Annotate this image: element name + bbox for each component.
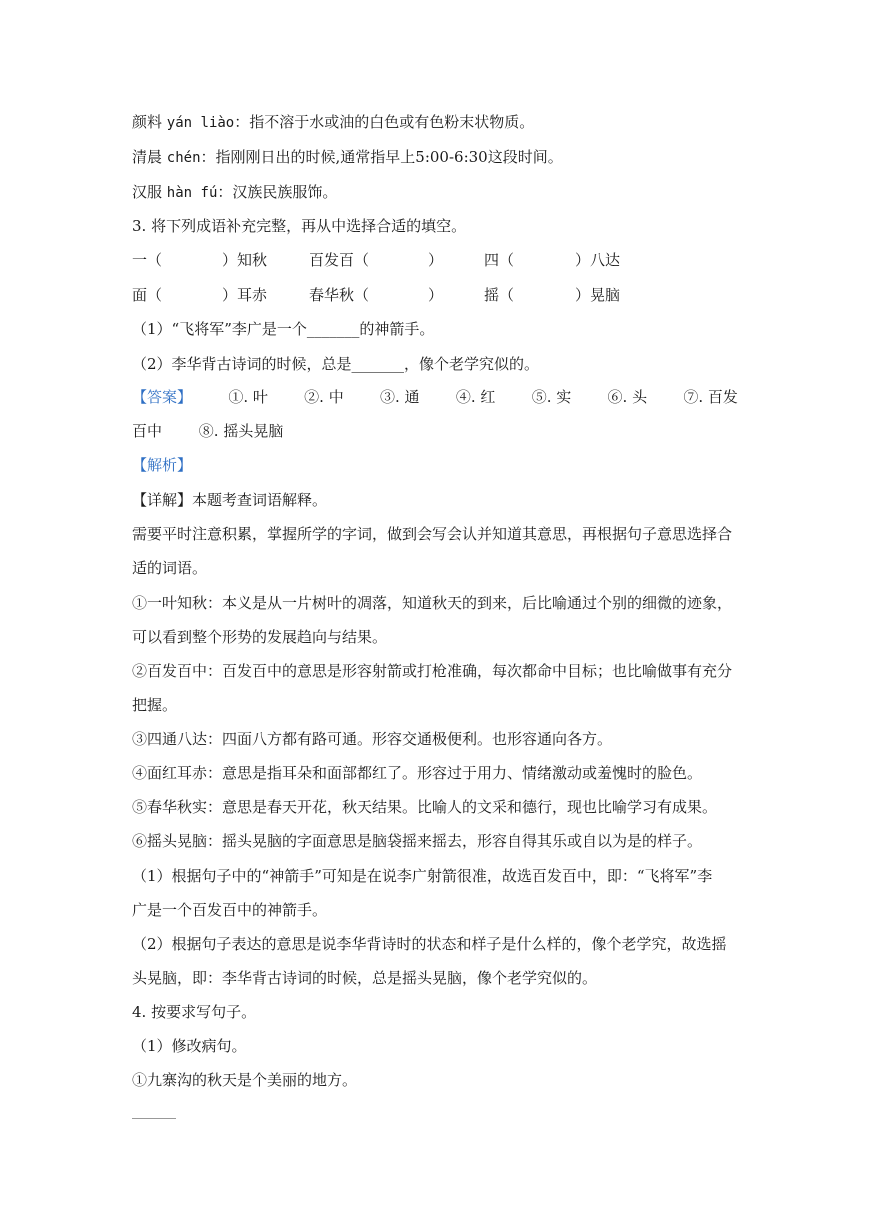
pinyin: chén [166,150,201,166]
question-4-title: 4. 按要求写句子。 [132,1003,257,1021]
analysis-line: 【详解】本题考查词语解释。 [132,491,328,509]
answer-label: 【答案】 [132,388,193,406]
idiom-part: 摇（ [484,286,515,304]
idiom-part: ）知秋 [222,251,268,269]
glossary-yanliao [132,111,534,132]
footer-divider [132,1118,176,1119]
analysis-line: ⑤春华秋实：意思是春天开花，秋天结果。比喻人的文采和德行，现也比喻学习有成果。 [132,798,718,816]
question-3-sub-2: （2）李华背古诗词的时候，总是_______，像个老学究似的。 [132,355,540,373]
idiom-part: ） [428,286,444,304]
question-4-item-1: ①九寨沟的秋天是个美丽的地方。 [132,1071,358,1089]
idiom-part: 百发百（ [309,251,370,269]
idiom-part: 四（ [484,251,515,269]
glossary-hanfu [132,181,337,202]
glossary-qingchen [132,146,563,167]
idiom-part: 一（ [132,251,163,269]
answer-item: ④. 红 [455,388,496,406]
definition: ：指不溶于水或油的白色或有色粉末状物质。 [234,113,535,131]
question-3-sub-1: （1）“飞将军”李广是一个_______的神箭手。 [132,320,435,338]
term: 汉服 [132,183,163,201]
question-3-title: 3. 将下列成语补充完整，再从中选择合适的填空。 [132,217,467,235]
analysis-line: ②百发百中：百发百中的意思是形容射箭或打枪准确，每次都命中目标；也比喻做事有充分 [132,662,733,680]
analysis-label: 【解析】 [132,456,193,474]
analysis-line: ④面红耳赤：意思是指耳朵和面部都红了。形容过于用力、情绪激动或羞愧时的脸色。 [132,764,703,782]
answer-item: ⑦. 百发 [683,388,738,406]
answer-row-2 [132,420,283,441]
answer-item: ③. 通 [380,388,420,406]
analysis-line: 头晃脑，即：李华背古诗词的时候，总是摇头晃脑，像个老学究似的。 [132,969,598,987]
question-4-sub-1: （1）修改病句。 [132,1037,247,1055]
definition: ：指刚刚日出的时候,通常指早上5:00-6:30这段时间。 [200,148,563,166]
definition: ：汉族民族服饰。 [217,183,338,201]
answer-item: ⑥. 头 [607,388,648,406]
answer-item: ②. 中 [304,388,344,406]
answer-item: ①. 叶 [228,388,268,406]
analysis-line: 把握。 [132,696,178,714]
analysis-line: ①一叶知秋：本义是从一片树叶的凋落，知道秋天的到来，后比喻通过个别的细微的迹象， [132,594,733,612]
analysis-line: ⑥摇头晃脑：摇头晃脑的字面意思是脑袋摇来摇去，形容自得其乐或自以为是的样子。 [132,832,703,850]
answer-item: ⑧. 摇头晃脑 [198,422,284,440]
pinyin: hàn fú [166,185,218,201]
idiom-part: ） [428,251,444,269]
term: 清晨 [132,148,163,166]
analysis-line: 可以看到整个形势的发展趋向与结果。 [132,628,388,646]
analysis-line: 广是一个百发百中的神箭手。 [132,901,328,919]
answer-item: ⑤. 实 [531,388,572,406]
analysis-line: （2）根据句子表达的意思是说李华背诗时的状态和样子是什么样的，像个老学究，故选摇 [132,935,727,953]
answer-item: 百中 [132,422,163,440]
analysis-line: ③四通八达：四面八方都有路可通。形容交通极便利。也形容通向各方。 [132,730,613,748]
answer-row [132,386,738,407]
idiom-part: ）耳赤 [222,286,268,304]
idiom-part: 面（ [132,286,163,304]
term: 颜料 [132,113,163,131]
pinyin: yán liào [166,115,235,131]
analysis-line: 适的词语。 [132,559,208,577]
idiom-part: ）晃脑 [575,286,621,304]
idiom-part: ）八达 [575,251,621,269]
idiom-part: 春华秋（ [309,286,370,304]
analysis-line: （1）根据句子中的“神箭手”可知是在说李广射箭很准，故选百发百中，即：“飞将军”李 [132,867,713,885]
analysis-line: 需要平时注意积累，掌握所学的字词，做到会写会认并知道其意思，再根据句子意思选择合 [132,525,733,543]
